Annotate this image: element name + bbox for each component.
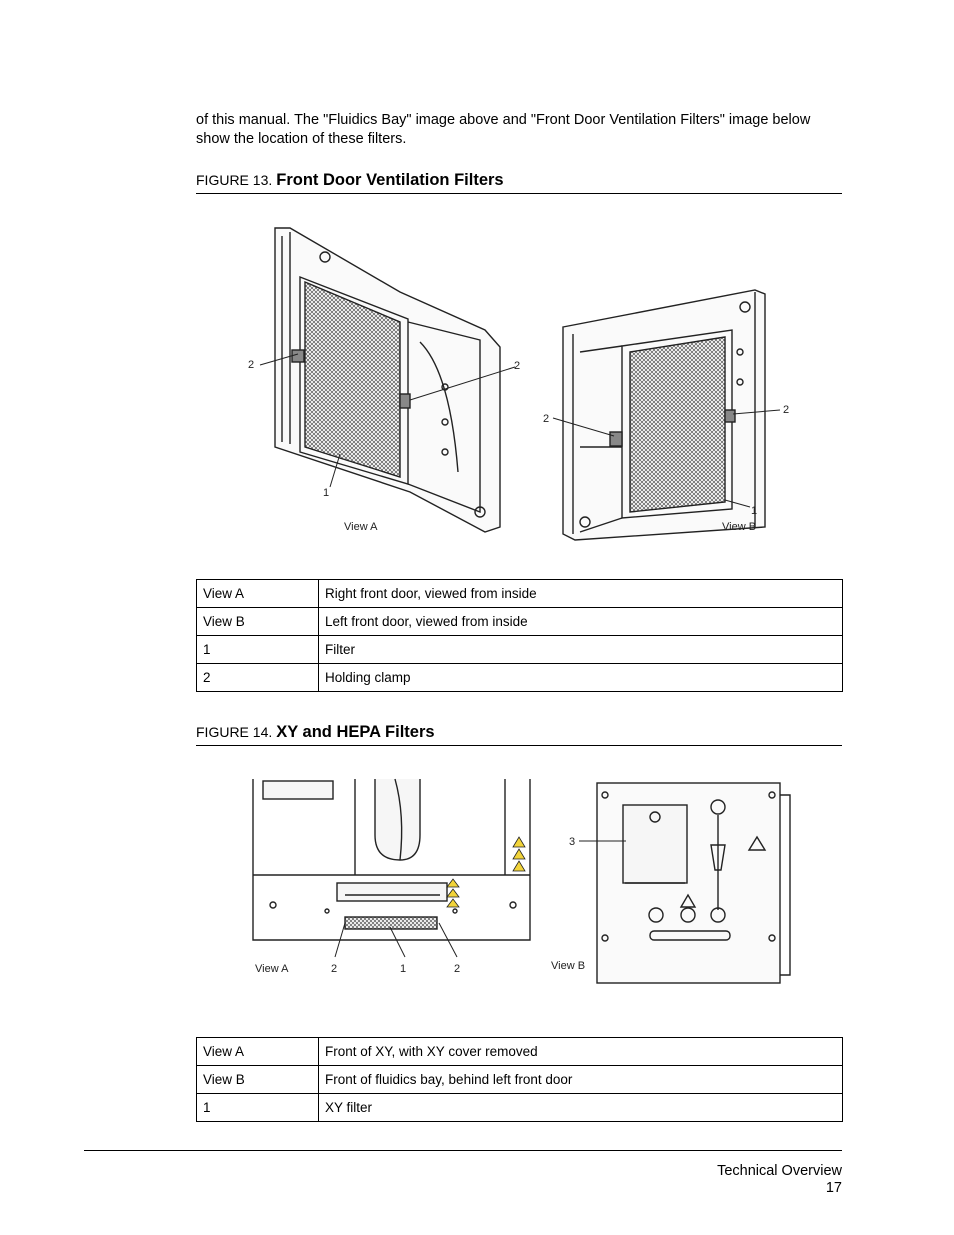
table-row [197,1066,843,1094]
page-footer [717,1163,842,1197]
figure-13-number: FIGURE 13. [196,172,273,188]
view-a-label: View A [255,963,289,975]
legend-value: Filter [319,636,843,664]
view-a-clamp-label-left: 2 [248,359,255,371]
view-a-label: View A [344,521,378,533]
view-a-warning-labels [447,837,525,907]
view-a-clamp-label-right: 2 [514,360,521,372]
legend-value: Right front door, viewed from inside [319,580,843,608]
view-b-fluidics-bay [597,783,790,983]
legend-key: 1 [197,636,319,664]
view-a-clamp-label-left: 2 [331,963,338,975]
view-a-xy-filter-label: 1 [400,963,407,975]
intro-paragraph: of this manual. The "Fluidics Bay" image above and "Front Door Ventilation Filters" image below show the location of these filters. [196,112,811,147]
view-a-filter-label: 1 [323,487,330,499]
view-b-clamp-label-right: 2 [783,404,790,416]
table-row [197,636,843,664]
legend-key: View A [197,1038,319,1066]
page-number: 17 [825,1180,842,1196]
table-row [197,580,843,608]
figure-14-title: XY and HEPA Filters [276,723,435,741]
table-row [197,1038,843,1066]
legend-value: XY filter [319,1094,843,1122]
view-b-label: View B [722,521,757,533]
view-b-label: View B [551,960,586,972]
legend-value: Front of fluidics bay, behind left front door [319,1066,843,1094]
legend-value: Left front door, viewed from inside [319,608,843,636]
footer-divider [84,1150,842,1151]
figure-14-illustration [245,775,820,995]
table-row [197,1094,843,1122]
view-a-door [275,228,500,532]
table-row [197,608,843,636]
figure-14-legend-table [196,1037,843,1122]
figure-13-legend-table [196,579,843,692]
legend-key: 2 [197,664,319,692]
view-a-clamp-label-right: 2 [454,963,461,975]
view-a-xy-front [253,779,530,940]
figure-14-caption [196,723,842,746]
legend-key: View B [197,608,319,636]
view-b-filter-label: 1 [751,505,758,517]
legend-value: Front of XY, with XY cover removed [319,1038,843,1066]
figure-13-illustration [230,222,800,547]
view-b-hepa-label: 3 [569,836,576,848]
footer-section-title: Technical Overview [717,1163,842,1179]
legend-key: View A [197,580,319,608]
figure-13-caption [196,171,842,194]
view-b-clamp-label-left: 2 [543,413,550,425]
figure-14-number: FIGURE 14. [196,724,273,740]
legend-key: 1 [197,1094,319,1122]
legend-value: Holding clamp [319,664,843,692]
table-row [197,664,843,692]
legend-key: View B [197,1066,319,1094]
figure-13-title: Front Door Ventilation Filters [276,171,504,189]
